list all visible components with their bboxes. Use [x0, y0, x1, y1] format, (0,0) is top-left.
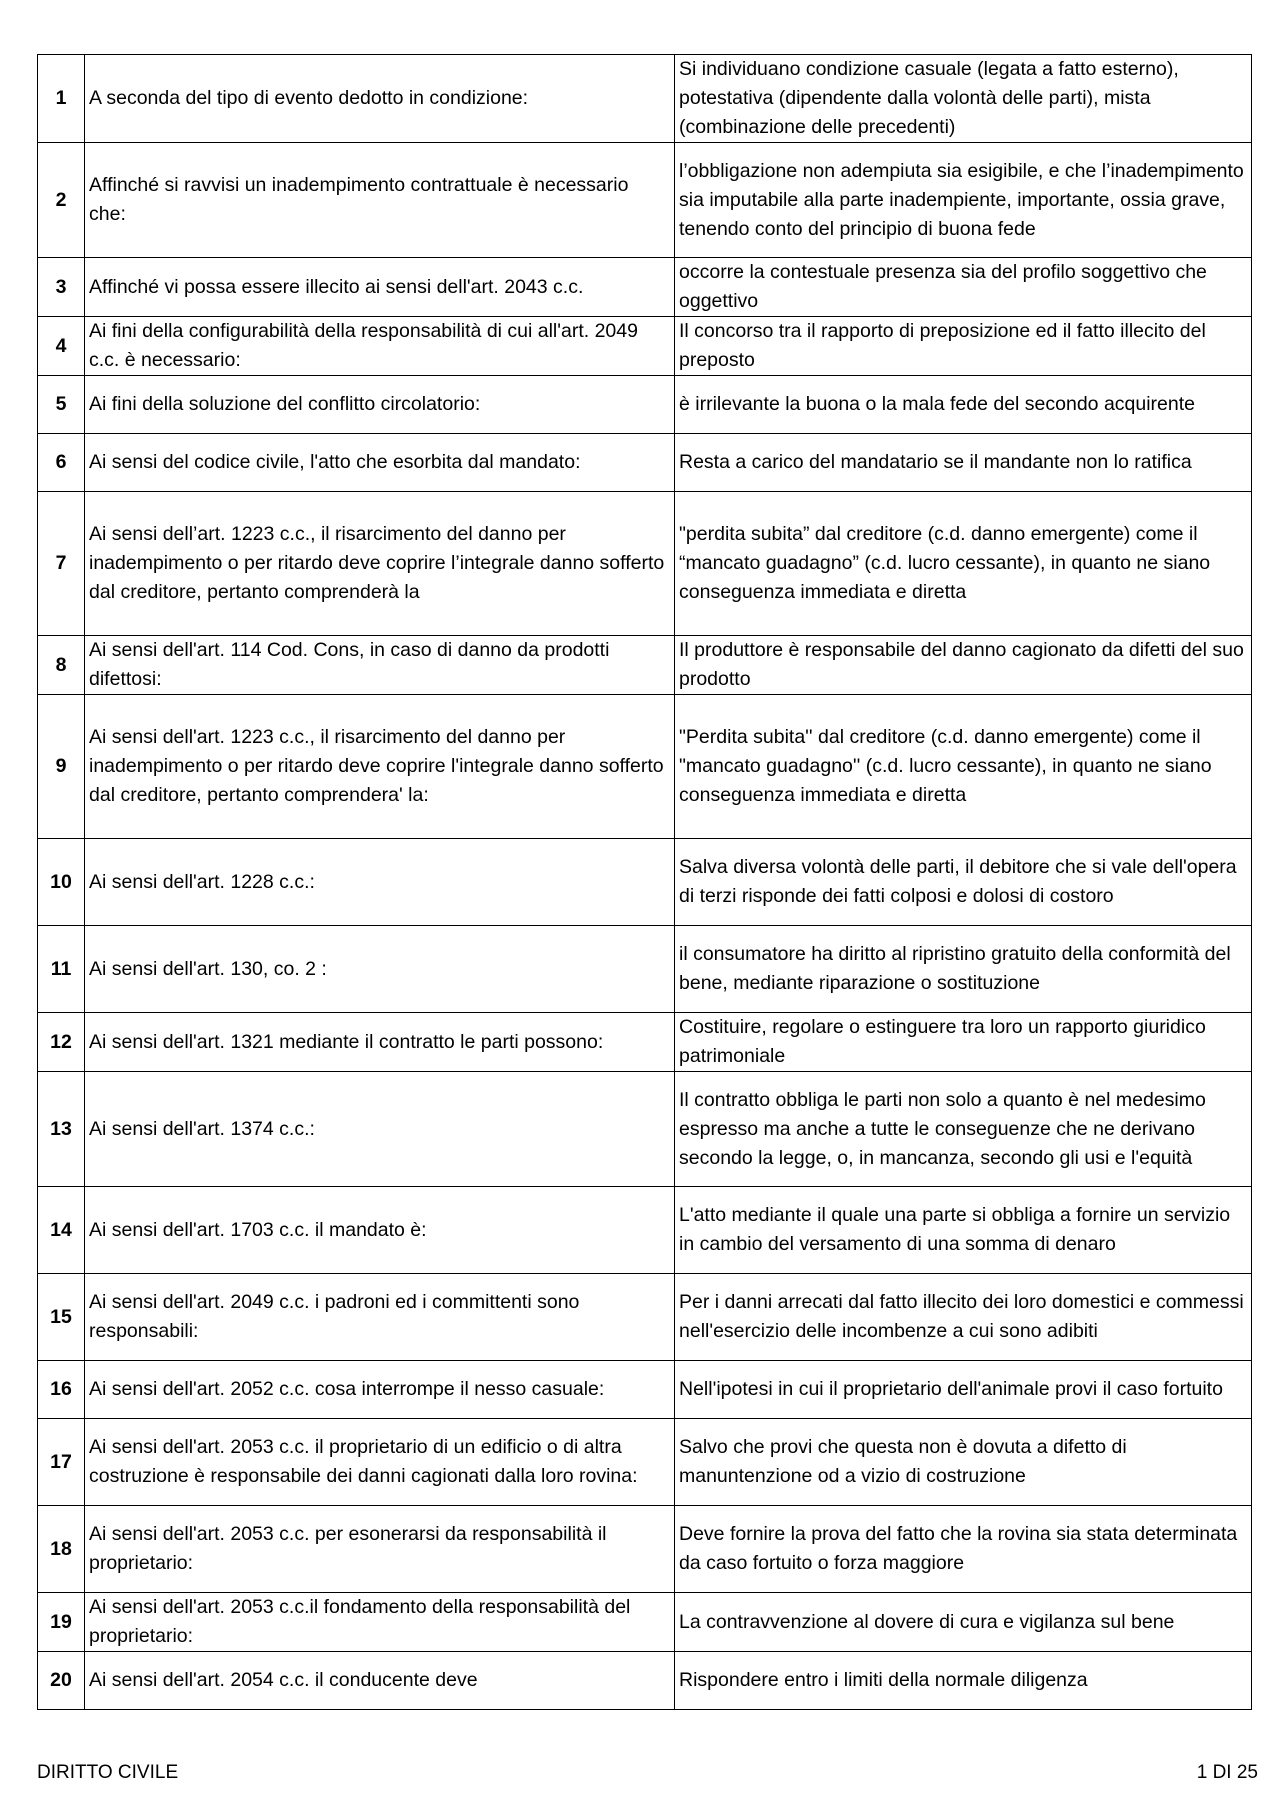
table-row [38, 636, 1252, 695]
answer-cell: Il produttore è responsabile del danno cagionato da difetti del suo prodotto [675, 636, 1252, 695]
answer-cell: occorre la contestuale presenza sia del profilo soggettivo che oggettivo [675, 258, 1252, 317]
row-number: 8 [38, 636, 85, 695]
answer-cell: La contravvenzione al dovere di cura e vigilanza sul bene [675, 1593, 1252, 1652]
table-row [38, 1072, 1252, 1187]
question-cell: Ai sensi dell'art. 114 Cod. Cons, in caso di danno da prodotti difettosi: [85, 636, 675, 695]
answer-cell: Salvo che provi che questa non è dovuta a difetto di manuntenzione od a vizio di costruzione [675, 1419, 1252, 1506]
question-cell: Affinché si ravvisi un inadempimento contrattuale è necessario che: [85, 143, 675, 258]
row-number: 3 [38, 258, 85, 317]
table-row [38, 926, 1252, 1013]
question-cell: Ai sensi dell’art. 1223 c.c., il risarcimento del danno per inadempimento o per ritardo deve coprire l’integrale danno sofferto dal creditore, pertanto comprenderà la [85, 492, 675, 636]
question-cell: Ai sensi dell'art. 1321 mediante il contratto le parti possono: [85, 1013, 675, 1072]
row-number: 2 [38, 143, 85, 258]
answer-cell: l’obbligazione non adempiuta sia esigibile, e che l’inadempimento sia imputabile alla parte inadempiente, importante, ossia grave, tenendo conto del principio di buona fede [675, 143, 1252, 258]
row-number: 1 [38, 55, 85, 143]
question-cell: Ai sensi dell'art. 2053 c.c. il proprietario di un edificio o di altra costruzione è responsabile dei danni cagionati dalla loro rovina: [85, 1419, 675, 1506]
row-number: 5 [38, 376, 85, 434]
question-cell: Ai sensi dell'art. 130, co. 2 : [85, 926, 675, 1013]
answer-cell: Il concorso tra il rapporto di preposizione ed il fatto illecito del preposto [675, 317, 1252, 376]
answer-cell: L'atto mediante il quale una parte si obbliga a fornire un servizio in cambio del versamento di una somma di denaro [675, 1187, 1252, 1274]
row-number: 16 [38, 1361, 85, 1419]
question-cell: Ai sensi dell'art. 1228 c.c.: [85, 839, 675, 926]
table-row [38, 1419, 1252, 1506]
table-row [38, 1187, 1252, 1274]
row-number: 10 [38, 839, 85, 926]
row-number: 6 [38, 434, 85, 492]
qa-table-body [38, 55, 1252, 1710]
answer-cell: Nell'ipotesi in cui il proprietario dell'animale provi il caso fortuito [675, 1361, 1252, 1419]
answer-cell: Costituire, regolare o estinguere tra loro un rapporto giuridico patrimoniale [675, 1013, 1252, 1072]
question-cell: Ai fini della configurabilità della responsabilità di cui all'art. 2049 c.c. è necessario: [85, 317, 675, 376]
answer-cell: Rispondere entro i limiti della normale diligenza [675, 1652, 1252, 1710]
table-row [38, 839, 1252, 926]
answer-cell: Si individuano condizione casuale (legata a fatto esterno), potestativa (dipendente dalla volontà delle parti), mista (combinazione delle precedenti) [675, 55, 1252, 143]
question-cell: Ai sensi del codice civile, l'atto che esorbita dal mandato: [85, 434, 675, 492]
row-number: 13 [38, 1072, 85, 1187]
row-number: 17 [38, 1419, 85, 1506]
table-row [38, 1361, 1252, 1419]
row-number: 9 [38, 695, 85, 839]
question-cell: A seconda del tipo di evento dedotto in condizione: [85, 55, 675, 143]
table-row [38, 258, 1252, 317]
table-row [38, 492, 1252, 636]
row-number: 15 [38, 1274, 85, 1361]
row-number: 18 [38, 1506, 85, 1593]
answer-cell: "perdita subita” dal creditore (c.d. danno emergente) come il “mancato guadagno” (c.d. lucro cessante), in quanto ne siano conseguenza immediata e diretta [675, 492, 1252, 636]
answer-cell: Resta a carico del mandatario se il mandante non lo ratifica [675, 434, 1252, 492]
answer-cell: Per i danni arrecati dal fatto illecito dei loro domestici e commessi nell'esercizio delle incombenze a cui sono adibiti [675, 1274, 1252, 1361]
table-row [38, 1652, 1252, 1710]
table-row [38, 143, 1252, 258]
answer-cell: Il contratto obbliga le parti non solo a quanto è nel medesimo espresso ma anche a tutte le conseguenze che ne derivano secondo la legge, o, in mancanza, secondo gli usi e l'equità [675, 1072, 1252, 1187]
qa-table [37, 54, 1252, 1710]
row-number: 11 [38, 926, 85, 1013]
row-number: 12 [38, 1013, 85, 1072]
question-cell: Ai sensi dell'art. 2054 c.c. il conducente deve [85, 1652, 675, 1710]
question-cell: Ai sensi dell'art. 2052 c.c. cosa interrompe il nesso casuale: [85, 1361, 675, 1419]
table-row [38, 434, 1252, 492]
row-number: 20 [38, 1652, 85, 1710]
answer-cell: "Perdita subita'' dal creditore (c.d. danno emergente) come il "mancato guadagno'' (c.d. lucro cessante), in quanto ne siano conseguenza immediata e diretta [675, 695, 1252, 839]
row-number: 14 [38, 1187, 85, 1274]
footer-page-number: 1 DI 25 [1196, 1762, 1258, 1783]
question-cell: Affinché vi possa essere illecito ai sensi dell'art. 2043 c.c. [85, 258, 675, 317]
table-row [38, 1506, 1252, 1593]
table-row [38, 1013, 1252, 1072]
question-cell: Ai fini della soluzione del conflitto circolatorio: [85, 376, 675, 434]
row-number: 19 [38, 1593, 85, 1652]
question-cell: Ai sensi dell'art. 1703 c.c. il mandato è: [85, 1187, 675, 1274]
question-cell: Ai sensi dell'art. 2053 c.c.il fondamento della responsabilità del proprietario: [85, 1593, 675, 1652]
question-cell: Ai sensi dell'art. 2049 c.c. i padroni ed i committenti sono responsabili: [85, 1274, 675, 1361]
answer-cell: è irrilevante la buona o la mala fede del secondo acquirente [675, 376, 1252, 434]
answer-cell: Salva diversa volontà delle parti, il debitore che si vale dell'opera di terzi risponde dei fatti colposi e dolosi di costoro [675, 839, 1252, 926]
table-row [38, 317, 1252, 376]
answer-cell: Deve fornire la prova del fatto che la rovina sia stata determinata da caso fortuito o forza maggiore [675, 1506, 1252, 1593]
row-number: 4 [38, 317, 85, 376]
row-number: 7 [38, 492, 85, 636]
answer-cell: il consumatore ha diritto al ripristino gratuito della conformità del bene, mediante riparazione o sostituzione [675, 926, 1252, 1013]
table-row [38, 1274, 1252, 1361]
question-cell: Ai sensi dell'art. 1374 c.c.: [85, 1072, 675, 1187]
footer-subject: DIRITTO CIVILE [37, 1762, 179, 1783]
table-row [38, 55, 1252, 143]
question-cell: Ai sensi dell'art. 2053 c.c. per esonerarsi da responsabilità il proprietario: [85, 1506, 675, 1593]
question-cell: Ai sensi dell'art. 1223 c.c., il risarcimento del danno per inadempimento o per ritardo deve coprire l'integrale danno sofferto dal creditore, pertanto comprendera' la: [85, 695, 675, 839]
table-row [38, 376, 1252, 434]
table-row [38, 1593, 1252, 1652]
table-row [38, 695, 1252, 839]
